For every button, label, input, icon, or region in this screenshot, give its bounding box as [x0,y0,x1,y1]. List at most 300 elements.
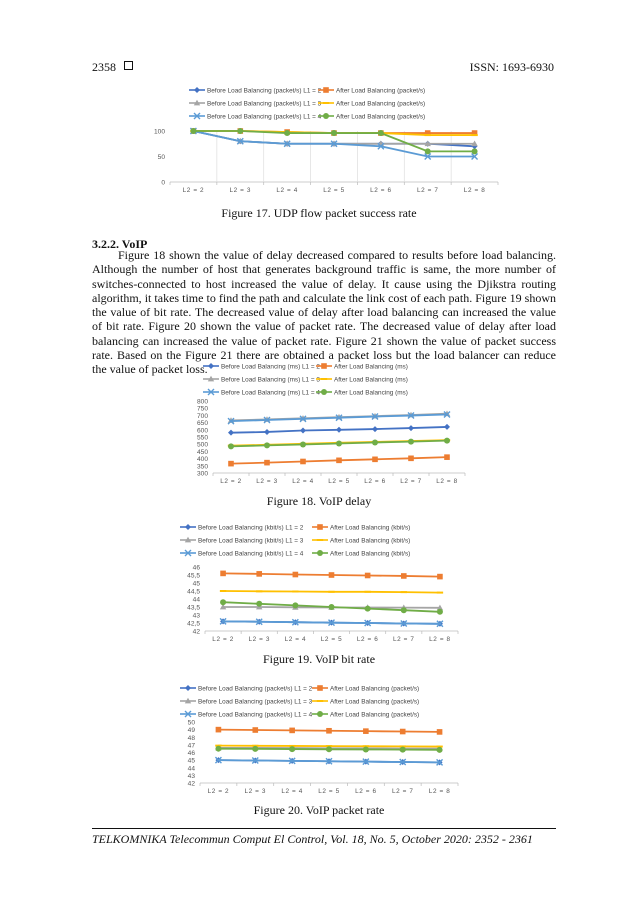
legend-label-4: Before Load Balancing (kbit/s) L1 = 4 [198,550,304,558]
data-point [425,141,431,147]
data-point [252,746,258,752]
data-point [437,729,443,735]
x-tick-label: L2 = 3 [248,636,270,643]
legend-marker-5 [321,389,327,395]
data-point [444,438,450,444]
series-line-5 [218,749,439,750]
data-point [220,618,226,624]
data-point [292,604,298,610]
x-tick-label: L2 = 7 [391,788,414,795]
figure-20-caption: Figure 20. VoIP packet rate [253,803,385,817]
y-tick-label: 700 [196,412,208,420]
x-tick-label: L2 = 2 [220,478,242,485]
legend-marker-2 [185,537,191,543]
legend-label-5: After Load Balancing (ms) [334,389,408,397]
data-point [326,758,332,764]
data-point [328,604,334,610]
y-tick-label: 500 [196,441,208,449]
data-point [372,413,378,419]
data-point [372,414,378,420]
legend-marker-3 [317,539,323,541]
legend-label-0: Before Load Balancing (packet/s) L1 = 2 [198,685,313,693]
x-tick-label: L2 = 8 [463,187,486,194]
data-point [400,729,406,735]
legend-marker-1 [317,524,323,530]
legend-label-1: After Load Balancing (ms) [334,363,408,371]
data-point [372,439,378,445]
data-point [300,459,306,465]
x-tick-label: L2 = 6 [355,788,377,795]
data-point [190,128,196,134]
legend-label-1: After Load Balancing (kbit/s) [330,524,411,532]
data-point [331,141,337,147]
legend-marker-5 [323,113,329,119]
data-point [336,442,342,444]
data-point [228,445,234,447]
figure-17-caption: Figure 17. UDP flow packet success rate [221,206,417,220]
y-tick-label: 44 [192,596,200,604]
data-point [331,141,337,147]
data-point [284,141,290,147]
y-tick-label: 43 [192,612,200,620]
data-point [425,141,431,147]
data-point [300,415,306,421]
data-point [444,412,450,418]
data-point [365,606,371,612]
data-point [471,134,477,136]
data-point [237,128,243,134]
series-line-5 [193,131,474,151]
legend-marker-3 [321,378,327,380]
data-point [336,440,342,446]
data-point [437,747,443,753]
data-point [256,604,262,610]
data-point [300,441,306,447]
series-line-0 [193,131,474,146]
data-point [372,426,378,432]
data-point [284,130,290,136]
legend-marker-1 [323,87,329,93]
data-point [256,601,262,607]
series-line-1 [218,730,439,732]
y-tick-label: 550 [196,434,208,442]
data-point [264,417,270,423]
data-point [264,429,270,435]
data-point [363,745,369,751]
data-point [400,759,406,765]
data-point [326,745,332,751]
y-tick-label: 800 [196,398,208,406]
series-line-4 [231,415,447,422]
issn-label: ISSN: 1693-6930 [469,60,554,74]
data-point [289,758,295,764]
series-line-3 [193,131,474,135]
legend-marker-2 [194,100,200,106]
data-point [331,130,337,136]
data-point [326,758,332,764]
y-tick-label: 45,5 [187,572,200,580]
data-point [401,591,407,593]
y-tick-label: 47 [187,742,195,750]
y-tick-label: 49 [187,727,195,735]
data-point [300,428,306,434]
data-point [437,609,443,615]
x-tick-label: L2 = 3 [256,478,278,485]
data-point [425,154,431,160]
data-point [472,130,478,136]
y-tick-label: 650 [196,420,208,428]
y-tick-label: 43,5 [187,604,200,612]
footer-rule [92,828,556,829]
data-point [328,591,334,593]
legend-label-3: After Load Balancing (kbit/s) [330,537,411,545]
data-point [378,132,384,134]
legend-marker-5 [317,550,323,556]
legend-marker-5 [317,711,323,717]
data-point [329,620,335,626]
data-point [372,457,378,463]
data-point [300,416,306,422]
series-line-0 [218,760,439,762]
data-point [331,130,337,136]
data-point [228,461,234,467]
data-point [444,439,450,441]
data-point [437,621,443,627]
series-line-1 [231,457,447,463]
data-point [190,130,196,132]
y-tick-label: 45 [192,580,200,588]
legend-label-5: After Load Balancing (packet/s) [336,113,426,121]
y-tick-label: 45 [187,757,195,765]
y-tick-label: 750 [196,405,208,413]
x-tick-label: L2 = 3 [229,187,252,194]
series-line-0 [223,621,440,623]
y-tick-label: 300 [196,470,208,478]
data-point [378,141,384,147]
series-line-3 [231,440,447,445]
series-line-1 [223,573,440,576]
data-point [220,618,226,624]
data-point [401,620,407,626]
data-point [408,439,414,445]
footer-citation: TELKOMNIKA Telecommun Comput El Control, Vol. 18, No. 5, October 2020: 2352 - 2361 [92,832,533,846]
data-point [364,591,370,593]
series-line-4 [193,131,474,157]
data-point [190,128,196,134]
legend-marker-0 [185,685,191,691]
data-point [444,424,450,430]
data-point [436,746,442,748]
legend-marker-0 [185,524,191,530]
data-point [228,430,234,436]
x-tick-label: L2 = 6 [364,478,386,485]
data-point [252,745,258,751]
data-point [408,412,414,418]
legend-label-2: Before Load Balancing (packet/s) L1 = 3 [198,698,313,706]
legend-label-5: After Load Balancing (kbit/s) [330,550,411,558]
data-point [326,745,332,747]
legend-label-3: After Load Balancing (packet/s) [336,100,426,108]
data-point [471,141,477,147]
legend-marker-2 [185,698,191,704]
data-point [408,413,414,419]
data-point [400,759,406,765]
data-point [365,573,371,579]
x-tick-label: L2 = 5 [323,187,345,194]
x-tick-label: L2 = 7 [416,187,439,194]
x-tick-label: L2 = 4 [276,187,298,194]
data-point [264,460,270,466]
y-tick-label: 43 [187,772,195,780]
y-tick-label: 46 [187,750,195,757]
series-line-2 [193,131,474,144]
legend-label-5: After Load Balancing (packet/s) [330,711,420,719]
y-tick-label: 42 [192,628,200,636]
y-tick-label: 450 [196,448,208,456]
y-tick-label: 350 [196,463,208,471]
legend-marker-4 [194,113,200,119]
data-point [300,443,306,445]
data-point [401,607,407,613]
data-point [378,130,384,136]
data-point [284,131,290,133]
legend-label-0: Before Load Balancing (kbit/s) L1 = 2 [198,524,304,532]
data-point [378,130,384,136]
data-point [237,138,243,144]
legend-label-3: After Load Balancing (ms) [334,376,408,384]
series-line-5 [231,441,447,447]
data-point [289,758,295,764]
data-point [472,154,478,160]
legend-label-0: Before Load Balancing (ms) L1 = 2 [221,363,320,371]
data-point [256,590,262,592]
legend-label-4: Before Load Balancing (packet/s) L1 = 4 [207,113,322,121]
data-point [220,590,226,592]
x-tick-label: L2 = 8 [428,788,451,795]
y-tick-label: 50 [187,719,195,727]
data-point [444,410,450,416]
data-point [437,621,443,627]
data-point [363,746,369,752]
y-tick-label: 48 [187,734,195,742]
legend-marker-4 [208,389,214,395]
data-point [336,427,342,433]
series-line-1 [193,131,474,133]
x-tick-label: L2 = 7 [400,478,422,485]
data-point [284,141,290,147]
data-point [437,592,443,594]
y-tick-label: 46 [192,564,200,572]
x-tick-label: L2 = 5 [318,788,340,795]
data-point [437,759,443,765]
series-line-2 [223,607,440,608]
data-point [331,132,337,134]
data-point [472,148,478,154]
data-point [365,620,371,626]
data-point [400,745,406,751]
x-tick-label: L2 = 6 [356,636,379,643]
data-point [444,454,450,460]
figure-19-caption: Figure 19. VoIP bit rate [262,652,376,666]
y-tick-label: 100 [153,128,165,136]
series-line-3 [223,591,440,593]
series-line-5 [223,602,440,612]
data-point [289,745,295,747]
data-point [336,414,342,420]
x-tick-label: L2 = 8 [429,636,451,643]
x-tick-label: L2 = 2 [182,187,205,194]
data-point [252,745,258,747]
data-point [220,571,226,577]
data-point [400,747,406,753]
data-point [252,727,258,733]
data-point [292,602,298,608]
x-tick-label: L2 = 3 [244,788,267,795]
y-tick-label: 42,5 [187,620,200,628]
series-line-3 [218,746,439,747]
data-point [228,418,234,424]
data-point [228,443,234,449]
data-point [190,128,196,134]
data-point [408,440,414,442]
data-point [363,759,369,765]
data-point [292,590,298,592]
data-point [289,746,295,752]
data-point [264,444,270,446]
data-point [372,441,378,443]
data-point [252,758,258,764]
data-point [326,728,332,734]
data-point [365,620,371,626]
data-point [408,425,414,431]
data-point [289,745,295,751]
data-point [408,456,414,462]
data-point [228,417,234,423]
data-point [378,141,384,147]
data-point [425,148,431,154]
data-point [437,574,443,580]
data-point [401,573,407,579]
legend-marker-3 [323,102,329,104]
y-tick-label: 44,5 [187,588,200,596]
data-point [326,746,332,752]
figure-18-caption: Figure 18. VoIP delay [266,494,372,508]
legend-label-0: Before Load Balancing (packet/s) L1 = 2 [207,87,322,95]
checkbox-square-icon [124,61,133,70]
data-point [336,458,342,464]
data-point [293,572,299,578]
y-tick-label: 400 [196,456,208,464]
data-point [289,728,295,734]
legend-marker-1 [317,685,323,691]
x-tick-label: L2 = 4 [292,478,314,485]
legend-label-2: Before Load Balancing (kbit/s) L1 = 3 [198,537,304,545]
series-line-2 [231,414,447,421]
legend-label-1: After Load Balancing (packet/s) [336,87,426,95]
data-point [256,619,262,625]
x-tick-label: L2 = 5 [320,636,343,643]
x-tick-label: L2 = 4 [281,788,303,795]
legend-marker-3 [317,700,323,702]
data-point [215,757,221,763]
data-point [329,604,335,610]
data-point [364,604,370,610]
legend-marker-4 [185,550,191,556]
legend-label-3: After Load Balancing (packet/s) [330,698,420,706]
x-tick-label: L2 = 2 [212,636,234,643]
y-tick-label: 44 [187,765,195,773]
series-line-0 [231,427,447,433]
legend-label-4: Before Load Balancing (ms) L1 = 4 [221,389,320,397]
legend-label-2: Before Load Balancing (ms) L1 = 3 [221,376,320,384]
legend-label-4: Before Load Balancing (packet/s) L1 = 4 [198,711,313,719]
legend-marker-4 [185,711,191,717]
y-tick-label: 0 [161,179,165,187]
data-point [237,128,243,134]
data-point [190,128,196,134]
data-point [237,130,243,132]
body-paragraph: Figure 18 shown the value of delay decreased compared to results before load balancing. Although the number of host that generates background traffic is same, the more number of switches-connected to host increased the value of delay. It cause using the Djikstra routing algorithm, it takes time to find the path and calculate the link cost of each path. Figure 19 shown the value of bit rate. The decreased value of delay after load balancing can increased the value of bit rate. Figure 20 shown the value of packet rate. The decreased value of delay after load balancing can increased the value of packet rate. Figure 21 shown the value of packet success rate. Based on the Figure 21 there are obtained a packet loss but the load balancer can reduce the value of packet loss. [92,248,556,377]
data-point [264,416,270,422]
data-point [284,141,290,147]
data-point [425,130,431,136]
data-point [216,727,222,733]
data-point [215,746,221,752]
data-point [436,745,442,751]
data-point [256,571,262,577]
data-point [400,745,406,747]
data-point [220,604,226,610]
data-point [215,757,221,763]
series-line-2 [218,748,439,749]
data-point [284,129,290,135]
legend-label-2: Before Load Balancing (packet/s) L1 = 3 [207,100,322,108]
data-point [363,728,369,734]
data-point [401,604,407,610]
data-point [264,442,270,448]
data-point [237,138,243,144]
x-tick-label: L2 = 7 [393,636,415,643]
data-point [437,605,443,611]
data-point [363,745,369,747]
x-tick-label: L2 = 6 [370,187,392,194]
data-point [252,758,258,764]
section-title: 3.2.2. VoIP [92,237,148,251]
page-number: 2358 [92,60,116,74]
data-point [215,745,221,747]
y-tick-label: 50 [157,154,165,161]
data-point [401,620,407,626]
y-tick-label: 42 [187,780,195,788]
data-point [425,134,431,136]
x-tick-label: L2 = 5 [328,478,350,485]
data-point [292,619,298,625]
data-point [329,572,335,578]
data-point [329,620,335,626]
data-point [331,141,337,147]
data-point [363,759,369,765]
legend-marker-0 [194,87,200,93]
x-tick-label: L2 = 8 [436,478,458,485]
data-point [437,759,443,765]
series-line-4 [223,621,440,623]
data-point [220,599,226,605]
data-point [292,619,298,625]
data-point [237,138,243,144]
series-line-4 [218,760,439,762]
legend-label-1: After Load Balancing (packet/s) [330,685,420,693]
x-tick-label: L2 = 2 [207,788,230,795]
